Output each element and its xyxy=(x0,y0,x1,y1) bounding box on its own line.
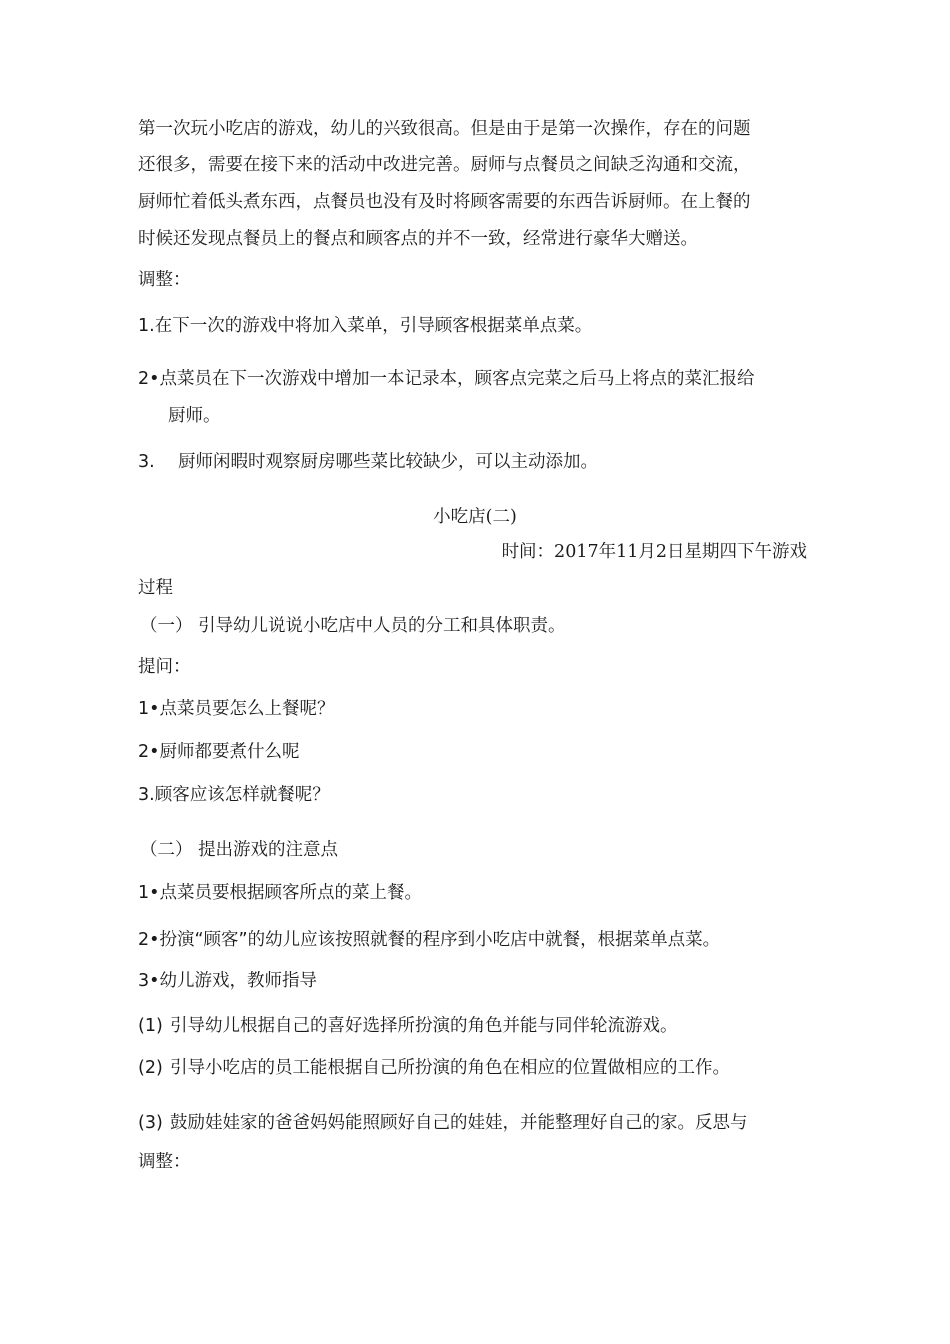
note-item: 1•点菜员要根据顾客所点的菜上餐。 xyxy=(138,883,422,903)
question-item: 1•点菜员要怎么上餐呢？ xyxy=(138,699,335,719)
question-item: 2•厨师都要煮什么呢 xyxy=(138,742,300,762)
time-line: 时间：2017年11月2日星期四下午游戏 xyxy=(501,542,807,562)
step-2: （二） 提出游戏的注意点 xyxy=(140,840,339,860)
paragraph-line: 时候还发现点餐员上的餐点和顾客点的并不一致，经常进行豪华大赠送。 xyxy=(138,229,698,249)
paragraph-line: 第一次玩小吃店的游戏，幼儿的兴致很高。但是由于是第一次操作，存在的问题 xyxy=(138,119,751,139)
guide-text: 鼓励娃娃家的爸爸妈妈能照顾好自己的娃娃，并能整理好自己的家。反思与 xyxy=(170,1113,748,1133)
section-title: 小吃店(二) xyxy=(433,507,517,527)
guide-text: 引导幼儿根据自己的喜好选择所扮演的角色并能与同伴轮流游戏。 xyxy=(170,1016,678,1036)
note-item: 2•扮演“顾客”的幼儿应该按照就餐的程序到小吃店中就餐，根据菜单点菜。 xyxy=(138,930,721,950)
paragraph-line: 还很多，需要在接下来的活动中改进完善。厨师与点餐员之间缺乏沟通和交流， xyxy=(138,155,751,175)
question-item: 3.顾客应该怎样就餐呢？ xyxy=(138,785,330,805)
guide-item xyxy=(138,1014,678,1038)
step-1: （一） 引导幼儿说说小吃店中人员的分工和具体职责。 xyxy=(140,616,566,636)
adjust-label: 调整： xyxy=(138,270,191,290)
paragraph-line: 厨师忙着低头煮东西，点餐员也没有及时将顾客需要的东西告诉厨师。在上餐的 xyxy=(138,192,751,212)
note-item: 3•幼儿游戏，教师指导 xyxy=(138,971,317,991)
guide-item xyxy=(138,1111,748,1135)
adjust-item-3-text: 厨师闲暇时观察厨房哪些菜比较缺少，可以主动添加。 xyxy=(178,452,598,472)
last-line: 调整： xyxy=(138,1152,191,1172)
guide-number: (2) xyxy=(138,1058,163,1078)
guide-text: 引导小吃店的员工能根据自己所扮演的角色在相应的位置做相应的工作。 xyxy=(170,1058,730,1078)
guide-number: (1) xyxy=(138,1016,163,1036)
adjust-item-1: 1.在下一次的游戏中将加入菜单，引导顾客根据菜单点菜。 xyxy=(138,316,593,336)
adjust-item-3 xyxy=(138,450,598,474)
adjust-item-3-number: 3. xyxy=(138,452,155,472)
process-label: 过程 xyxy=(138,578,173,598)
question-label: 提问： xyxy=(138,657,191,677)
guide-item xyxy=(138,1056,730,1080)
adjust-item-2-cont: 厨师。 xyxy=(168,406,221,426)
guide-number: (3) xyxy=(138,1113,163,1133)
adjust-item-2: 2•点菜员在下一次游戏中增加一本记录本，顾客点完菜之后马上将点的菜汇报给 xyxy=(138,369,755,389)
